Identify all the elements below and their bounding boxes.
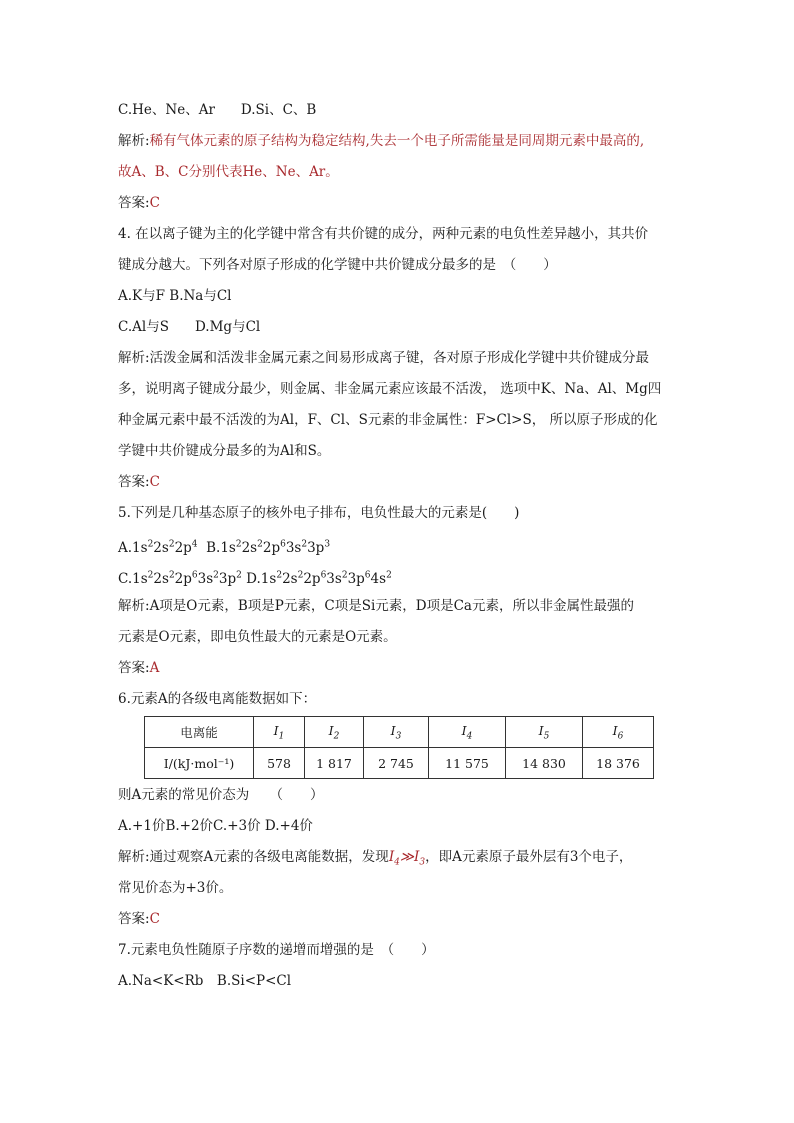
table-header-cell: $I_4$ [429, 717, 506, 748]
q4-analysis-line4: 学键中共价键成分最多的为Al和S。 [118, 443, 331, 459]
q7-options: A.Na<K<Rb B.Si<P<Cl [118, 973, 292, 989]
table-cell: 1 817 [305, 748, 364, 779]
q4-analysis-line1: 解析:活泼金属和活泼非金属元素之间易形成离子键，各对原子形成化学键中共价键成分最 [118, 350, 650, 366]
table-header-row [145, 717, 654, 748]
table-header-cell: 电离能 [145, 717, 254, 748]
q3-analysis-line2: 故A、B、C分别代表He、Ne、Ar。 [118, 164, 339, 180]
table-header-cell: $I_5$ [506, 717, 583, 748]
q4-analysis-line2: 多，说明离子键成分最少，则金属、非金属元素应该最不活泼， 选项中K、Na、Al、Mg四 [118, 381, 662, 397]
q6-stem: 6.元素A的各级电离能数据如下： [118, 691, 317, 707]
q4-answer: 答案:C [118, 474, 160, 490]
q7-stem: 7.元素电负性随原子序数的递增而增强的是 （ ） [118, 942, 435, 958]
q5-stem: 5.下列是几种基态原子的核外电子排布，电负性最大的元素是( ) [118, 505, 520, 521]
q4-options-ab: A.K与F B.Na与Cl [118, 288, 232, 304]
table-cell: 18 376 [583, 748, 654, 779]
q5-answer: 答案:A [118, 660, 160, 676]
table-cell: 578 [254, 748, 305, 779]
q6-question: 则A元素的常见价态为 （ ） [118, 787, 324, 803]
table-header-cell: $I_1$ [254, 717, 305, 748]
table-row [145, 748, 654, 779]
q6-answer: 答案:C [118, 911, 160, 927]
q5-options-ab: $A.1s^22s^22p^4$ $B.1s^22s^22p^63s^23p^3$ [118, 539, 331, 556]
q3-options [118, 95, 688, 126]
table-row-label: I/(kJ·mol⁻¹) [145, 748, 254, 779]
q5-analysis-line1: 解析:A项是O元素，B项是P元素，C项是Si元素，D项是Ca元素，所以非金属性最强的 [118, 598, 634, 614]
q6-options: A.+1价B.+2价C.+3价 D.+4价 [118, 818, 313, 834]
q3-answer: 答案:C [118, 195, 160, 211]
table-cell: 2 745 [364, 748, 429, 779]
table-header-cell: $I_2$ [305, 717, 364, 748]
q6-analysis-line2: 常见价态为+3价。 [118, 880, 233, 896]
ionization-inequality: $I_4≫I_3$ [388, 849, 426, 868]
table-cell: 14 830 [506, 748, 583, 779]
q5-options-cd: $C.1s^22s^22p^63s^23p^2$ $D.1s^22s^22p^63s^23p^64s^2$ [118, 570, 392, 587]
q4-stem-line2: 键成分越大。下列各对原子形成的化学键中共价键成分最多的是 （ ） [118, 257, 557, 273]
table-header-cell: $I_6$ [583, 717, 654, 748]
option-c: C.He、Ne、Ar [118, 102, 215, 118]
option-d: D.Si、C、B [240, 102, 317, 118]
q4-analysis-line3: 种金属元素中最不活泼的为Al，F、Cl、S元素的非金属性：F>Cl>S， 所以原子形成的化 [118, 412, 658, 428]
ionization-energy-table [144, 716, 654, 779]
q3-analysis-line1: 解析:稀有气体元素的原子结构为稳定结构,失去一个电子所需能量是同周期元素中最高的, [118, 133, 645, 149]
q4-stem-line1: 4. 在以离子键为主的化学键中常含有共价键的成分，两种元素的电负性差异越小，其共价 [118, 226, 649, 242]
q5-analysis-line2: 元素是O元素，即电负性最大的元素是O元素。 [118, 629, 397, 645]
table-header-cell: $I_3$ [364, 717, 429, 748]
q6-analysis-line1: 解析:通过观察A元素的各级电离能数据，发现$I_4≫I_3$，即A元素原子最外层有3个电子， [118, 849, 633, 868]
table-cell: 11 575 [429, 748, 506, 779]
document-page [118, 95, 688, 997]
q4-options-cd: C.Al与S D.Mg与Cl [118, 319, 261, 335]
